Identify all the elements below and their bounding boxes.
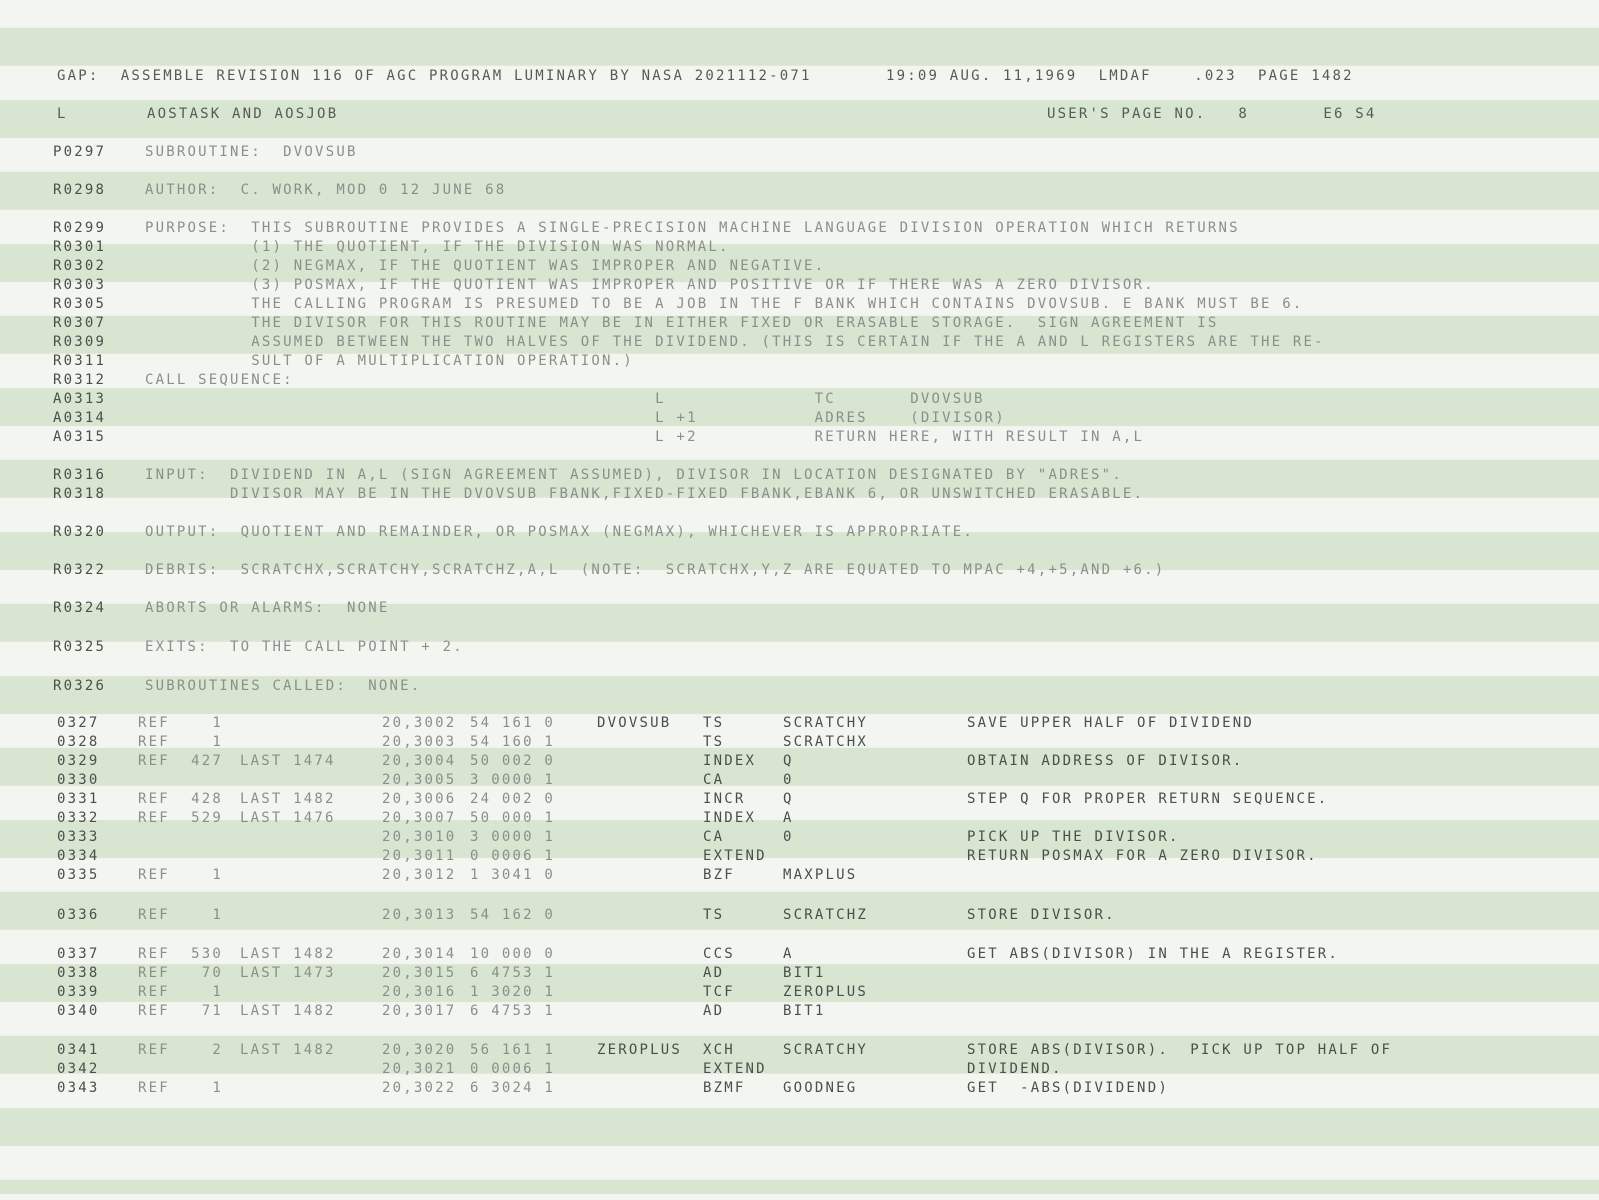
comment: OBTAIN ADDRESS OF DIVISOR. xyxy=(967,753,1244,769)
address: 20,3003 xyxy=(382,734,457,750)
line-number: R0324 xyxy=(53,600,107,616)
last-ref: LAST 1473 xyxy=(240,965,336,981)
octal-word: 56 161 1 xyxy=(470,1042,556,1058)
doc-line xyxy=(53,143,1553,161)
operand: SCRATCHY xyxy=(783,1042,869,1058)
doc-text: PURPOSE: THIS SUBROUTINE PROVIDES A SINGLE-PRECISION MACHINE LANGUAGE DIVISION OPERATION WHICH RETURNS xyxy=(145,220,1240,236)
symbol-label: DVOVSUB xyxy=(597,715,672,731)
operand: SCRATCHZ xyxy=(783,907,869,923)
last-ref: LAST 1476 xyxy=(240,810,336,826)
octal-word: 54 161 0 xyxy=(470,715,556,731)
line-number: 0338 xyxy=(57,965,100,981)
line-number: 0342 xyxy=(57,1061,100,1077)
opcode: INDEX xyxy=(703,810,757,826)
line-number: A0315 xyxy=(53,429,107,445)
octal-word: 1 3020 1 xyxy=(470,984,556,1000)
doc-line xyxy=(53,276,1553,294)
opcode: INCR xyxy=(703,791,746,807)
doc-text: (1) THE QUOTIENT, IF THE DIVISION WAS NORMAL. xyxy=(145,239,730,255)
line-number: R0325 xyxy=(53,639,107,655)
doc-line xyxy=(53,428,1553,446)
doc-line xyxy=(53,352,1553,370)
ref-count: REF 428 xyxy=(138,791,224,807)
doc-text: ASSUMED BETWEEN THE TWO HALVES OF THE DIVIDEND. (THIS IS CERTAIN IF THE A AND L REGISTERS ARE THE RE- xyxy=(145,334,1325,350)
comment: PICK UP THE DIVISOR. xyxy=(967,829,1180,845)
code-row xyxy=(0,1002,1599,1020)
opcode: TS xyxy=(703,715,725,731)
doc-text: SULT OF A MULTIPLICATION OPERATION.) xyxy=(145,353,634,369)
line-number: R0326 xyxy=(53,678,107,694)
code-row xyxy=(0,866,1599,884)
octal-word: 3 0000 1 xyxy=(470,772,556,788)
line-number: R0299 xyxy=(53,220,107,236)
doc-line xyxy=(53,390,1553,408)
line-number: R0301 xyxy=(53,239,107,255)
code-row xyxy=(0,964,1599,982)
line-number: 0333 xyxy=(57,829,100,845)
address: 20,3012 xyxy=(382,867,457,883)
opcode: BZMF xyxy=(703,1080,746,1096)
doc-text: CALL SEQUENCE: xyxy=(145,372,294,388)
doc-line xyxy=(53,466,1553,484)
comment: STORE DIVISOR. xyxy=(967,907,1116,923)
code-row xyxy=(0,1060,1599,1078)
doc-text: ABORTS OR ALARMS: NONE xyxy=(145,600,390,616)
code-row xyxy=(0,752,1599,770)
octal-word: 54 160 1 xyxy=(470,734,556,750)
octal-word: 54 162 0 xyxy=(470,907,556,923)
opcode: CCS xyxy=(703,946,735,962)
doc-line xyxy=(53,257,1553,275)
last-ref: LAST 1474 xyxy=(240,753,336,769)
opcode: TS xyxy=(703,734,725,750)
line-number: A0314 xyxy=(53,410,107,426)
line-number: R0298 xyxy=(53,182,107,198)
address: 20,3011 xyxy=(382,848,457,864)
ref-count: REF 427 xyxy=(138,753,224,769)
doc-text: OUTPUT: QUOTIENT AND REMAINDER, OR POSMAX (NEGMAX), WHICHEVER IS APPROPRIATE. xyxy=(145,524,975,540)
last-ref: LAST 1482 xyxy=(240,791,336,807)
doc-text: SUBROUTINE: DVOVSUB xyxy=(145,144,358,160)
ref-count: REF 1 xyxy=(138,715,224,731)
line-number: R0318 xyxy=(53,486,107,502)
address: 20,3005 xyxy=(382,772,457,788)
code-row xyxy=(0,828,1599,846)
opcode: AD xyxy=(703,1003,725,1019)
operand: MAXPLUS xyxy=(783,867,858,883)
doc-line xyxy=(53,333,1553,351)
code-row xyxy=(0,906,1599,924)
doc-text: INPUT: DIVIDEND IN A,L (SIGN AGREEMENT ASSUMED), DIVISOR IN LOCATION DESIGNATED BY "ADRES". xyxy=(145,467,1123,483)
operand: A xyxy=(783,946,794,962)
comment: STEP Q FOR PROPER RETURN SEQUENCE. xyxy=(967,791,1329,807)
line-number: 0332 xyxy=(57,810,100,826)
doc-line xyxy=(53,219,1553,237)
address: 20,3004 xyxy=(382,753,457,769)
address: 20,3013 xyxy=(382,907,457,923)
code-row xyxy=(0,945,1599,963)
address: 20,3015 xyxy=(382,965,457,981)
comment: RETURN POSMAX FOR A ZERO DIVISOR. xyxy=(967,848,1318,864)
code-row xyxy=(0,847,1599,865)
line-number: 0329 xyxy=(57,753,100,769)
doc-text: (3) POSMAX, IF THE QUOTIENT WAS IMPROPER AND POSITIVE OR IF THERE WAS A ZERO DIVISOR. xyxy=(145,277,1155,293)
opcode: INDEX xyxy=(703,753,757,769)
doc-line xyxy=(53,409,1553,427)
ref-count: REF 529 xyxy=(138,810,224,826)
line-number: 0331 xyxy=(57,791,100,807)
address: 20,3020 xyxy=(382,1042,457,1058)
symbol-label: ZEROPLUS xyxy=(597,1042,683,1058)
opcode: CA xyxy=(703,829,725,845)
doc-text: SUBROUTINES CALLED: NONE. xyxy=(145,678,422,694)
line-number: 0330 xyxy=(57,772,100,788)
opcode: EXTEND xyxy=(703,848,767,864)
operand: BIT1 xyxy=(783,1003,826,1019)
doc-line xyxy=(53,238,1553,256)
opcode: CA xyxy=(703,772,725,788)
operand: BIT1 xyxy=(783,965,826,981)
ref-count: REF 1 xyxy=(138,907,224,923)
line-number: 0327 xyxy=(57,715,100,731)
code-row xyxy=(0,809,1599,827)
line-number: 0334 xyxy=(57,848,100,864)
line-number: A0313 xyxy=(53,391,107,407)
opcode: BZF xyxy=(703,867,735,883)
line-number: 0337 xyxy=(57,946,100,962)
doc-text: EXITS: TO THE CALL POINT + 2. xyxy=(145,639,464,655)
opcode: TCF xyxy=(703,984,735,1000)
doc-line xyxy=(53,371,1553,389)
doc-line xyxy=(53,295,1553,313)
line-number: R0312 xyxy=(53,372,107,388)
operand: GOODNEG xyxy=(783,1080,858,1096)
operand: 0 xyxy=(783,772,794,788)
address: 20,3014 xyxy=(382,946,457,962)
code-row xyxy=(0,790,1599,808)
line-number: R0316 xyxy=(53,467,107,483)
octal-word: 6 4753 1 xyxy=(470,965,556,981)
octal-word: 50 000 1 xyxy=(470,810,556,826)
header-left-marker: L xyxy=(57,106,68,122)
octal-word: 50 002 0 xyxy=(470,753,556,769)
doc-line xyxy=(53,485,1553,503)
comment: STORE ABS(DIVISOR). PICK UP TOP HALF OF xyxy=(967,1042,1393,1058)
operand: Q xyxy=(783,753,794,769)
opcode: XCH xyxy=(703,1042,735,1058)
opcode: EXTEND xyxy=(703,1061,767,1077)
comment: DIVIDEND. xyxy=(967,1061,1063,1077)
octal-word: 0 0006 1 xyxy=(470,848,556,864)
octal-word: 10 000 0 xyxy=(470,946,556,962)
line-number: R0305 xyxy=(53,296,107,312)
comment: GET -ABS(DIVIDEND) xyxy=(967,1080,1169,1096)
comment: SAVE UPPER HALF OF DIVIDEND xyxy=(967,715,1254,731)
operand: ZEROPLUS xyxy=(783,984,869,1000)
line-number: R0320 xyxy=(53,524,107,540)
doc-text: DIVISOR MAY BE IN THE DVOVSUB FBANK,FIXED-FIXED FBANK,EBANK 6, OR UNSWITCHED ERASABLE. xyxy=(145,486,1145,502)
octal-word: 1 3041 0 xyxy=(470,867,556,883)
octal-word: 6 3024 1 xyxy=(470,1080,556,1096)
line-number: R0303 xyxy=(53,277,107,293)
line-number: 0339 xyxy=(57,984,100,1000)
doc-line xyxy=(53,561,1553,579)
ref-count: REF 1 xyxy=(138,1080,224,1096)
last-ref: LAST 1482 xyxy=(240,946,336,962)
address: 20,3021 xyxy=(382,1061,457,1077)
operand: SCRATCHX xyxy=(783,734,869,750)
address: 20,3007 xyxy=(382,810,457,826)
ref-count: REF 530 xyxy=(138,946,224,962)
opcode: TS xyxy=(703,907,725,923)
doc-line xyxy=(53,638,1553,656)
opcode: AD xyxy=(703,965,725,981)
address: 20,3022 xyxy=(382,1080,457,1096)
octal-word: 3 0000 1 xyxy=(470,829,556,845)
last-ref: LAST 1482 xyxy=(240,1042,336,1058)
operand: Q xyxy=(783,791,794,807)
doc-line xyxy=(53,181,1553,199)
doc-text: (2) NEGMAX, IF THE QUOTIENT WAS IMPROPER AND NEGATIVE. xyxy=(145,258,826,274)
code-row xyxy=(0,771,1599,789)
ref-count: REF 1 xyxy=(138,984,224,1000)
doc-line xyxy=(53,599,1553,617)
section-header-line xyxy=(57,105,1557,123)
ref-count: REF 1 xyxy=(138,734,224,750)
operand: 0 xyxy=(783,829,794,845)
line-number: 0340 xyxy=(57,1003,100,1019)
address: 20,3010 xyxy=(382,829,457,845)
octal-word: 24 002 0 xyxy=(470,791,556,807)
last-ref: LAST 1482 xyxy=(240,1003,336,1019)
doc-text: AUTHOR: C. WORK, MOD 0 12 JUNE 68 xyxy=(145,182,507,198)
operand: A xyxy=(783,810,794,826)
code-row xyxy=(0,714,1599,732)
ref-count: REF 71 xyxy=(138,1003,224,1019)
comment: GET ABS(DIVISOR) IN THE A REGISTER. xyxy=(967,946,1340,962)
doc-text: L +2 RETURN HERE, WITH RESULT IN A,L xyxy=(145,429,1145,445)
address: 20,3006 xyxy=(382,791,457,807)
line-number: R0307 xyxy=(53,315,107,331)
code-row xyxy=(0,983,1599,1001)
section-title: AOSTASK AND AOSJOB xyxy=(147,106,339,122)
line-number: 0343 xyxy=(57,1080,100,1096)
ref-count: REF 2 xyxy=(138,1042,224,1058)
doc-line xyxy=(53,677,1553,695)
doc-line xyxy=(53,314,1553,332)
code-row xyxy=(0,733,1599,751)
address: 20,3002 xyxy=(382,715,457,731)
line-number: R0322 xyxy=(53,562,107,578)
line-number: P0297 xyxy=(53,144,107,160)
ref-count: REF 1 xyxy=(138,867,224,883)
doc-text: THE DIVISOR FOR THIS ROUTINE MAY BE IN EITHER FIXED OR ERASABLE STORAGE. SIGN AGREEMENT IS xyxy=(145,315,1219,331)
line-number: R0309 xyxy=(53,334,107,350)
doc-text: THE CALLING PROGRAM IS PRESUMED TO BE A JOB IN THE F BANK WHICH CONTAINS DVOVSUB. E BANK MUST BE 6. xyxy=(145,296,1304,312)
doc-text: L TC DVOVSUB xyxy=(145,391,985,407)
line-number: R0311 xyxy=(53,353,107,369)
address: 20,3017 xyxy=(382,1003,457,1019)
address: 20,3016 xyxy=(382,984,457,1000)
octal-word: 6 4753 1 xyxy=(470,1003,556,1019)
code-row xyxy=(0,1079,1599,1097)
operand: SCRATCHY xyxy=(783,715,869,731)
line-number: 0328 xyxy=(57,734,100,750)
doc-text: L +1 ADRES (DIVISOR) xyxy=(145,410,1006,426)
line-number: R0302 xyxy=(53,258,107,274)
user-page-number: USER'S PAGE NO. 8 E6 S4 xyxy=(1047,106,1377,122)
ref-count: REF 70 xyxy=(138,965,224,981)
doc-line xyxy=(53,523,1553,541)
octal-word: 0 0006 1 xyxy=(470,1061,556,1077)
line-number: 0335 xyxy=(57,867,100,883)
doc-text: DEBRIS: SCRATCHX,SCRATCHY,SCRATCHZ,A,L (NOTE: SCRATCHX,Y,Z ARE EQUATED TO MPAC +4,+5,AND +6.) xyxy=(145,562,1166,578)
line-number: 0341 xyxy=(57,1042,100,1058)
line-number: 0336 xyxy=(57,907,100,923)
code-row xyxy=(0,1041,1599,1059)
header-line: GAP: ASSEMBLE REVISION 116 OF AGC PROGRAM LUMINARY BY NASA 2021112-071 19:09 AUG. 11,1969 LMDAF .023 PAGE 1482 xyxy=(57,68,1354,84)
